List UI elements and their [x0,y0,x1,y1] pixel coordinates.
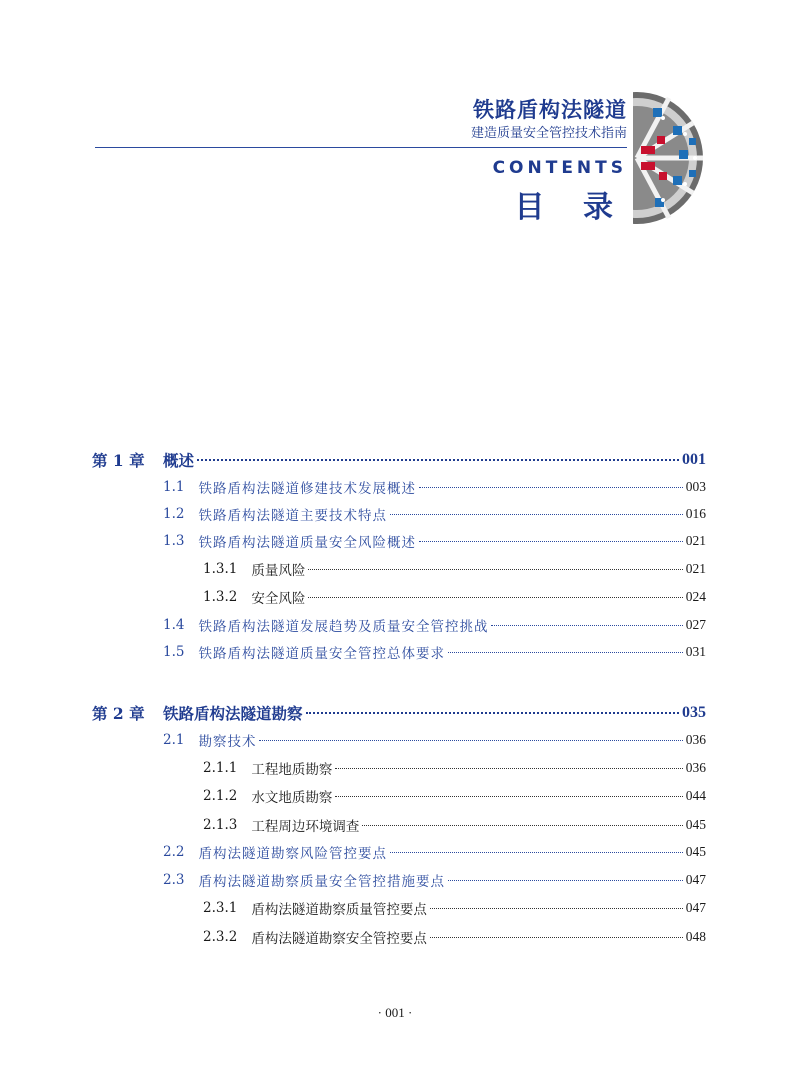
subsection-title: 水文地质勘察 [251,790,333,806]
subsection-number: 2.3.1 [203,900,238,916]
book-title: 铁路盾构法隧道 [473,98,627,122]
subsection-title: 安全风险 [251,591,306,607]
subsection-title: 盾构法隧道勘察安全管控要点 [251,931,427,947]
section-number: 2.1 [163,732,185,748]
toc-section-1-2[interactable] [0,503,790,525]
dot-leader [308,569,682,570]
subsection-number: 2.1.3 [203,817,238,833]
section-number: 2.3 [163,872,185,888]
subsection-title: 盾构法隧道勘察质量管控要点 [251,902,427,918]
section-title: 铁路盾构法隧道修建技术发展概述 [198,481,416,497]
toc-subsection-1-3-1[interactable] [0,558,790,580]
toc-subsection-2-3-1[interactable] [0,897,790,919]
page-number: 031 [685,644,706,659]
toc-heading: 目 录 [514,190,627,225]
toc-subsection-2-1-2[interactable] [0,785,790,807]
toc-subsection-1-3-2[interactable] [0,586,790,608]
dot-leader [491,625,682,626]
header-divider [95,147,627,148]
page-number: 036 [685,732,706,747]
section-title: 盾构法隧道勘察质量安全管控措施要点 [198,874,445,890]
toc-section-1-1[interactable] [0,476,790,498]
subsection-number: 1.3.1 [203,561,238,577]
tbm-cutterhead-icon [633,88,713,228]
toc-section-1-3[interactable] [0,530,790,552]
page-number: 021 [685,561,706,576]
chapter-title: 概述 [163,452,195,470]
toc-subsection-2-1-1[interactable] [0,757,790,779]
page-number: 045 [685,844,706,859]
page-number: 048 [685,929,706,944]
page-number: 021 [685,533,706,548]
section-number: 1.4 [163,617,185,633]
section-title: 勘察技术 [198,734,257,750]
book-subtitle: 建造质量安全管控技术指南 [470,126,627,141]
toc-section-2-3[interactable] [0,869,790,891]
toc-section-2-1[interactable] [0,729,790,751]
subsection-title: 工程周边环境调查 [251,819,360,835]
section-number: 1.3 [163,533,185,549]
page-number: 035 [682,704,706,721]
dot-leader [308,597,682,598]
section-number: 1.1 [163,479,185,495]
section-number: 2.2 [163,844,185,860]
dot-leader [335,768,682,769]
section-title: 铁路盾构法隧道质量安全风险概述 [198,535,416,551]
section-number: 1.2 [163,506,185,522]
toc-subsection-2-1-3[interactable] [0,814,790,836]
dot-leader [430,908,683,909]
page-number: 036 [685,760,706,775]
page-number: 027 [685,617,706,632]
subsection-number: 1.3.2 [203,589,238,605]
dot-leader [390,514,683,515]
toc-section-2-2[interactable] [0,841,790,863]
dot-leader [335,796,682,797]
page-number: 001 [682,451,706,468]
subsection-number: 2.3.2 [203,929,238,945]
chapter-title: 铁路盾构法隧道勘察 [163,705,303,723]
dot-leader [197,459,679,461]
section-title: 盾构法隧道勘察风险管控要点 [198,846,387,862]
dot-leader [419,541,683,542]
dot-leader [259,740,682,741]
page-number: 045 [685,817,706,832]
contents-label: CONTENTS [492,158,627,178]
dot-leader [390,852,683,853]
subsection-title: 工程地质勘察 [251,762,333,778]
chapter-number: 第 1 章 [92,451,145,470]
dot-leader [306,712,679,714]
toc-chapter-1[interactable] [0,449,790,471]
page-number: 047 [685,872,706,887]
section-number: 1.5 [163,644,185,660]
chapter-number: 第 2 章 [92,704,145,723]
footer-page-number: · 001 · [377,1005,413,1020]
dot-leader [448,880,683,881]
dot-leader [362,825,682,826]
subsection-number: 2.1.2 [203,788,238,804]
page-number: 044 [685,788,706,803]
dot-leader [448,652,683,653]
section-title: 铁路盾构法隧道发展趋势及质量安全管控挑战 [198,619,489,635]
page-number: 024 [685,589,706,604]
page-number: 003 [685,479,706,494]
page-number: 016 [685,506,706,521]
subsection-number: 2.1.1 [203,760,238,776]
dot-leader [419,487,683,488]
section-title: 铁路盾构法隧道质量安全管控总体要求 [198,646,445,662]
toc-section-1-4[interactable] [0,614,790,636]
toc-subsection-2-3-2[interactable] [0,926,790,948]
page-number: 047 [685,900,706,915]
section-title: 铁路盾构法隧道主要技术特点 [198,508,387,524]
toc-chapter-2[interactable] [0,702,790,724]
dot-leader [430,937,683,938]
toc-section-1-5[interactable] [0,641,790,663]
subsection-title: 质量风险 [251,563,306,579]
